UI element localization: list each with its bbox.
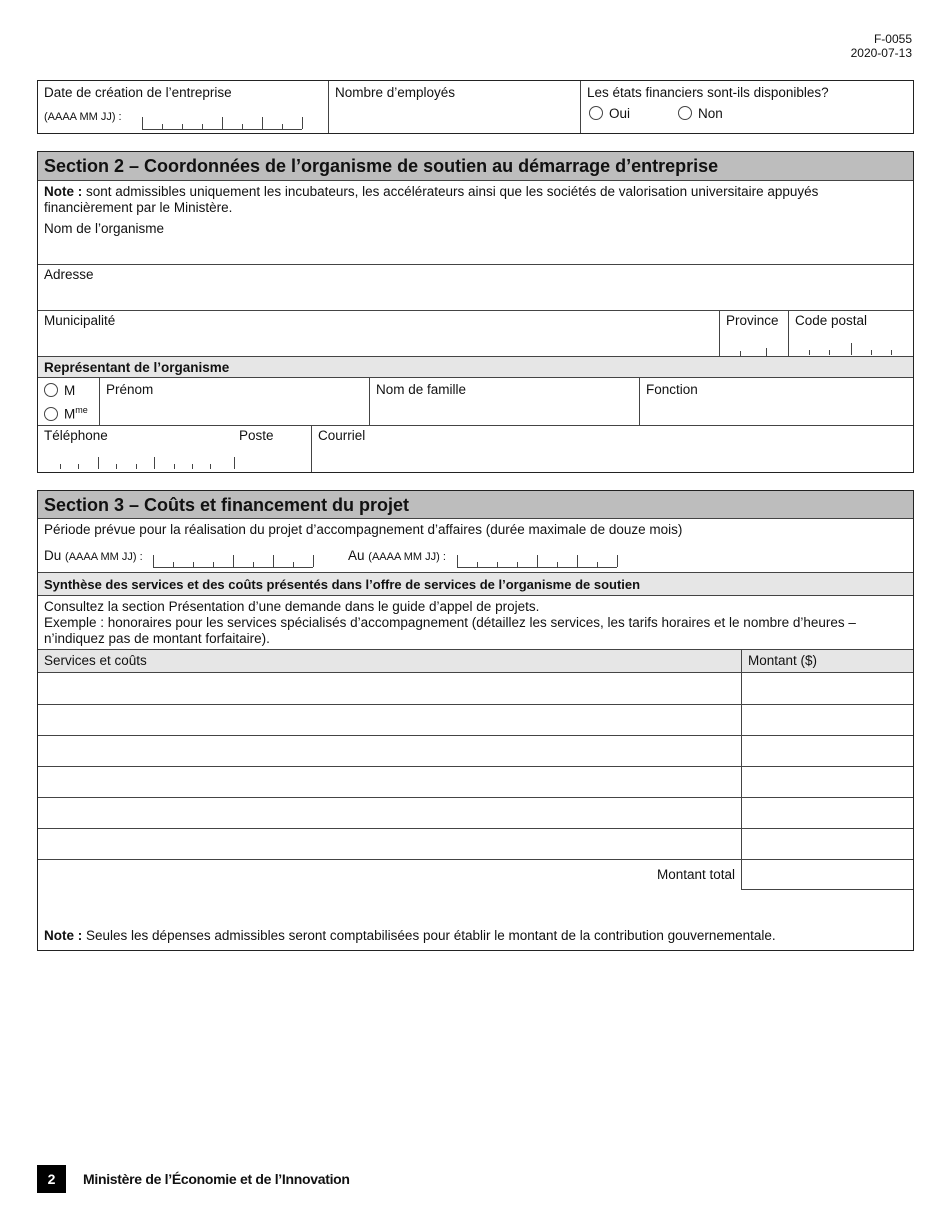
- function-input[interactable]: [640, 398, 913, 424]
- col-amount-header: Montant ($): [748, 653, 818, 668]
- first-name-input[interactable]: [100, 398, 368, 424]
- company-info-row: [37, 80, 914, 134]
- amount-cell[interactable]: [742, 704, 913, 735]
- from-date-input[interactable]: [153, 555, 313, 568]
- postal-code-label: Code postal: [795, 313, 868, 328]
- section-3-title: Section 3 – Coûts et financement du projet: [38, 491, 913, 519]
- financials-no-option[interactable]: Non: [678, 106, 723, 121]
- address-input[interactable]: [38, 284, 913, 310]
- service-cell[interactable]: [38, 673, 741, 704]
- org-name-input[interactable]: [38, 238, 913, 264]
- amount-cell[interactable]: [742, 673, 913, 704]
- municipality-input[interactable]: [38, 330, 719, 356]
- phone-input[interactable]: [60, 457, 236, 469]
- form-identifier: [851, 32, 912, 60]
- section-3-note: Note : Seules les dépenses admissibles seront comptabilisées pour établir le montant de la contribution gouvernementale.: [44, 928, 776, 943]
- radio-m[interactable]: [44, 383, 58, 397]
- service-cell[interactable]: [38, 735, 741, 766]
- page-number: 2: [37, 1165, 66, 1193]
- financials-yes-option[interactable]: Oui: [589, 106, 630, 121]
- province-label: Province: [726, 313, 779, 328]
- to-date-input[interactable]: [457, 555, 617, 568]
- employees-label: Nombre d’employés: [335, 85, 456, 100]
- amount-cell[interactable]: [742, 735, 913, 766]
- total-label: Montant total: [656, 867, 735, 882]
- postal-code-input[interactable]: [809, 343, 893, 355]
- representative-heading: Représentant de l’organisme: [38, 356, 913, 378]
- form-date: 2020-07-13: [850, 46, 912, 60]
- phone-label: Téléphone: [44, 428, 108, 443]
- email-input[interactable]: [312, 444, 913, 472]
- service-cell[interactable]: [38, 797, 741, 828]
- service-cell[interactable]: [38, 704, 741, 735]
- amount-cell[interactable]: [742, 797, 913, 828]
- municipality-label: Municipalité: [44, 313, 116, 328]
- radio-no[interactable]: [678, 106, 692, 120]
- first-name-label: Prénom: [106, 382, 154, 397]
- extension-label: Poste: [239, 428, 274, 443]
- example-text: Exemple : honoraires pour les services spécialisés d’accompagnement (détaillez les services, les tarifs horaires et le nombre d’heures – n’indiquez pas de montant forfaitaire).: [44, 615, 856, 646]
- title-mme-option[interactable]: $M^{me}$: [44, 405, 88, 422]
- last-name-label: Nom de famille: [376, 382, 467, 397]
- amount-cell[interactable]: [742, 766, 913, 797]
- creation-date-input[interactable]: [142, 117, 302, 130]
- last-name-input[interactable]: [370, 398, 638, 424]
- services-table: [38, 649, 913, 890]
- radio-yes[interactable]: [589, 106, 603, 120]
- synthesis-heading: Synthèse des services et des coûts présentés dans l’offre de services de l’organisme de soutien: [38, 572, 913, 596]
- service-cell[interactable]: [38, 828, 741, 859]
- service-cell[interactable]: [38, 766, 741, 797]
- section-3: [37, 490, 914, 951]
- creation-date-label: Date de création de l’entreprise: [44, 85, 232, 100]
- section-2-title: Section 2 – Coordonnées de l’organisme de soutien au démarrage d’entreprise: [38, 152, 913, 181]
- title-m-option[interactable]: M: [44, 383, 75, 398]
- ministry-name: Ministère de l’Économie et de l’Innovation: [83, 1171, 350, 1187]
- total-amount-input[interactable]: [741, 859, 913, 890]
- creation-date-format: (AAAA MM JJ) :: [44, 111, 122, 123]
- email-label: Courriel: [318, 428, 366, 443]
- section-2: [37, 151, 914, 473]
- consult-text: Consultez la section Présentation d’une demande dans le guide d’appel de projets.: [44, 599, 540, 614]
- financials-question: Les états financiers sont-ils disponibles?: [587, 85, 829, 100]
- section-2-note: Note : sont admissibles uniquement les incubateurs, les accélérateurs ainsi que les sociétés de valorisation universitaire appuyés financièrement par le Ministère.: [44, 184, 819, 215]
- to-label: Au (AAAA MM JJ) :: [348, 548, 446, 563]
- org-name-label: Nom de l’organisme: [44, 221, 165, 236]
- address-label: Adresse: [44, 267, 94, 282]
- col-services-header: Services et coûts: [44, 653, 147, 668]
- function-label: Fonction: [646, 382, 698, 397]
- from-label: Du (AAAA MM JJ) :: [44, 548, 143, 563]
- period-text: Période prévue pour la réalisation du projet d’accompagnement d’affaires (durée maximale de douze mois): [44, 522, 683, 537]
- radio-mme[interactable]: [44, 407, 58, 421]
- form-code: F-0055: [873, 32, 912, 46]
- amount-cell[interactable]: [742, 828, 913, 859]
- province-input[interactable]: [740, 344, 766, 356]
